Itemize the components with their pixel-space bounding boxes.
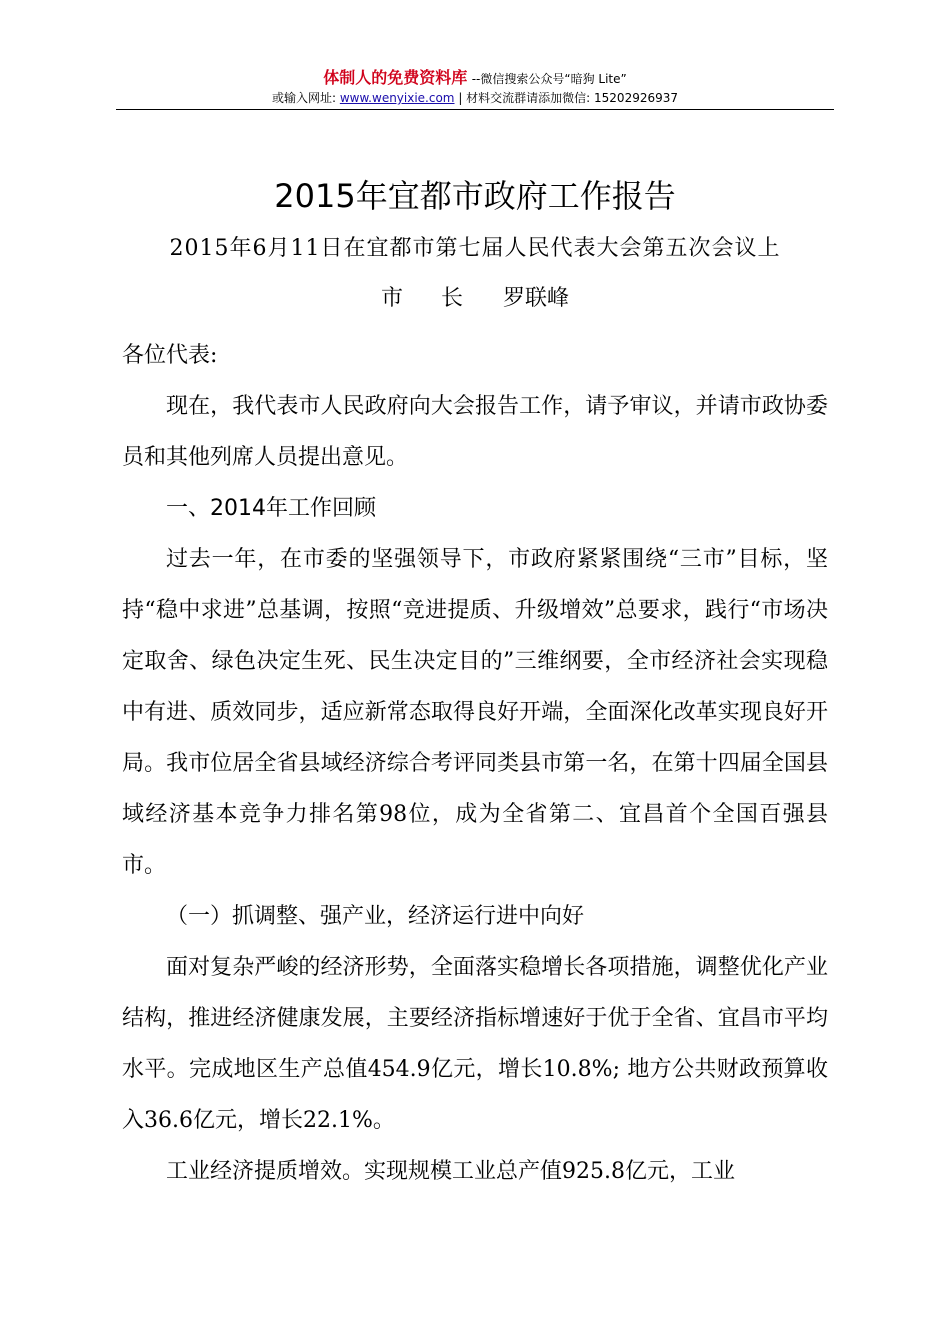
industry-paragraph: 工业经济提质增效。实现规模工业总产值925.8亿元，工业 — [166, 1159, 735, 1184]
document-header — [0, 68, 950, 107]
speaker-role-char-1: 市 — [380, 286, 403, 311]
subsection-1-paragraph: 面对复杂严峻的经济形势，全面落实稳增长各项措施，调整优化产业结构，推进经济健康发展，主要经济指标增速好于优于全省、宜昌市平均水平。完成地区生产总值454.9亿元，增长10.8%; 地方公共财政预算收入36.6亿元，增长22.1%。 — [122, 955, 828, 1133]
speaker-line — [0, 282, 950, 316]
speaker-name: 罗联峰 — [503, 286, 570, 311]
header-url-prefix: 或输入网址: — [271, 91, 340, 105]
header-contact: | 材料交流群请添加微信: 15202926937 — [454, 91, 679, 105]
header-line-2 — [0, 89, 950, 107]
document-subtitle: 2015年6月11日在宜都市第七届人民代表大会第五次会议上 — [169, 236, 781, 261]
speaker-role-char-2: 长 — [440, 286, 463, 311]
header-wechat-note: --微信搜索公众号“暗狗 Lite” — [471, 72, 627, 86]
salutation: 各位代表: — [122, 343, 218, 368]
section-1-heading: 一、2014年工作回顾 — [166, 496, 376, 521]
header-line-1 — [0, 68, 950, 89]
intro-paragraph: 现在，我代表市人民政府向大会报告工作，请予审议，并请市政协委员和其他列席人员提出意见。 — [122, 394, 828, 470]
header-divider — [116, 109, 834, 110]
section-1-paragraph: 过去一年，在市委的坚强领导下，市政府紧紧围绕“三市”目标，坚持“稳中求进”总基调，按照“竞进提质、升级增效”总要求，践行“市场决定取舍、绿色决定生死、民生决定目的”三维纲要，全市经济社会实现稳中有进、质效同步，适应新常态取得良好开端，全面深化改革实现良好开局。我市位居全省县域经济综合考评同类县市第一名，在第十四届全国县域经济基本竞争力排名第98位，成为全省第二、宜昌首个全国百强县市。 — [122, 547, 828, 878]
document-body — [122, 330, 828, 1197]
document-title: 2015年宜都市政府工作报告 — [274, 177, 676, 215]
header-url-link[interactable]: www.wenyixie.com — [339, 91, 455, 105]
header-brand: 体制人的免费资料库 — [323, 68, 468, 87]
subsection-1-heading: （一）抓调整、强产业，经济运行进中向好 — [166, 904, 585, 929]
